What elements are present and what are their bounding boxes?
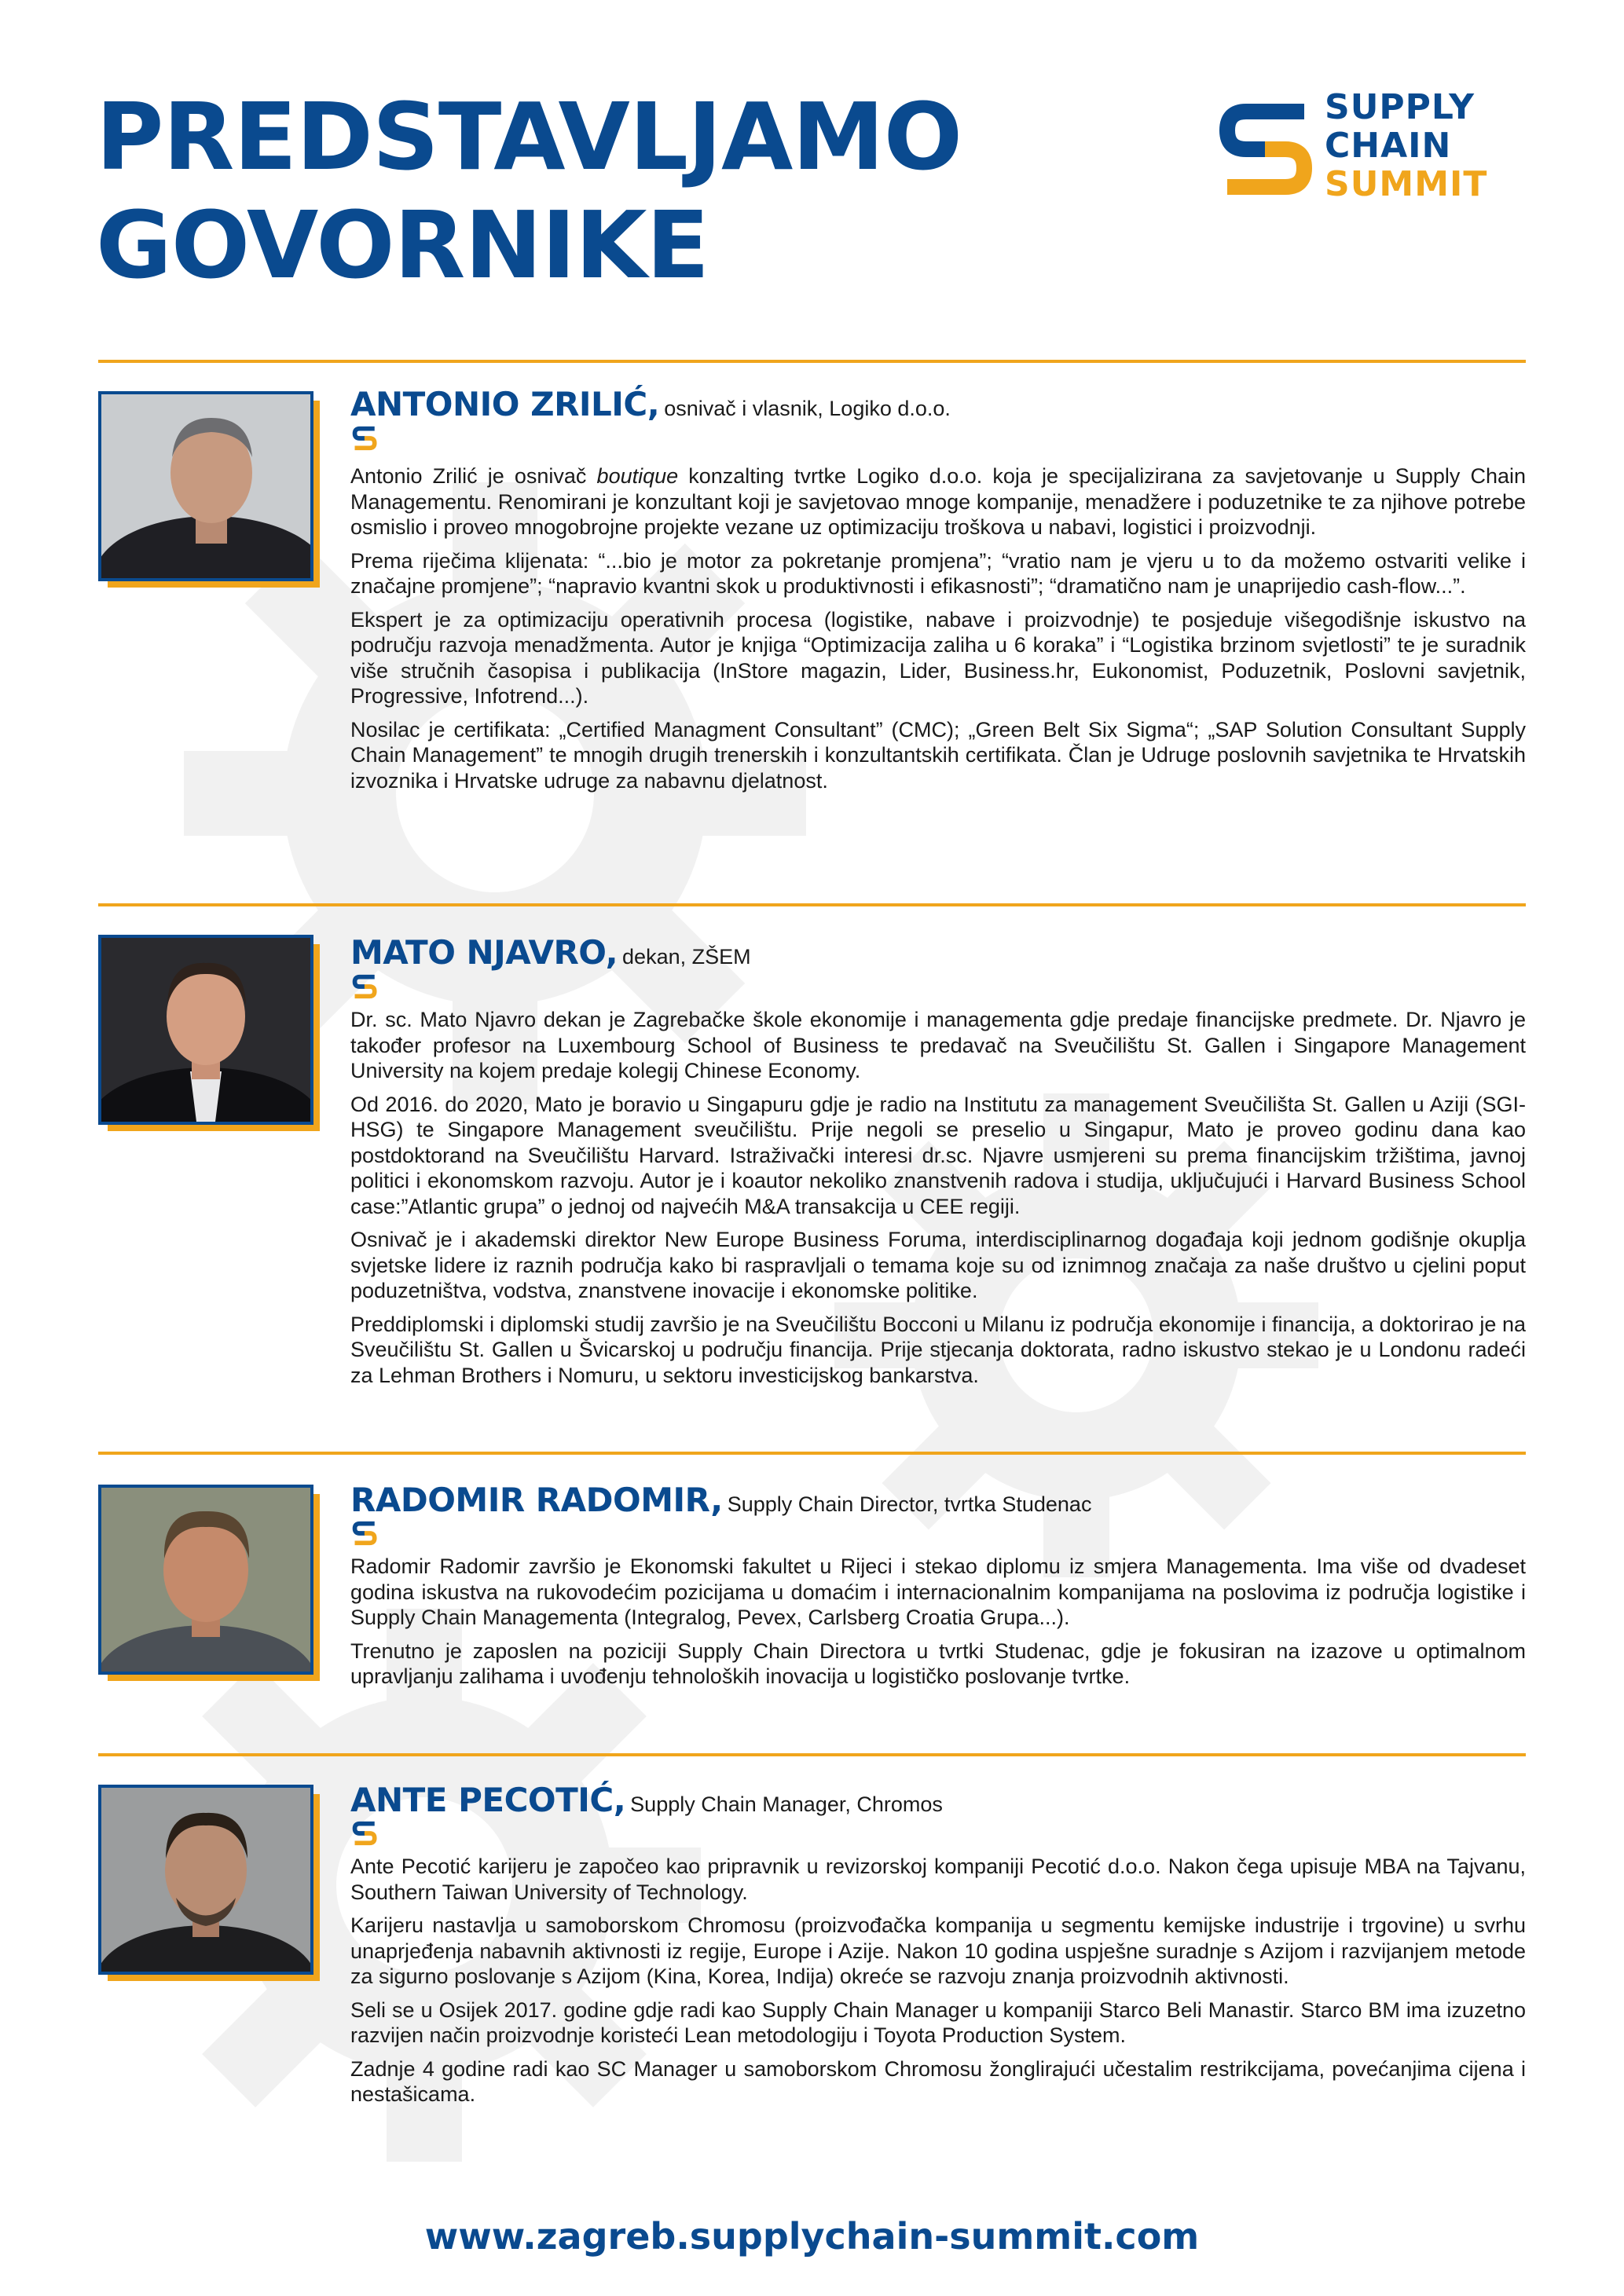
supply-chain-summit-mark-icon (1216, 94, 1314, 204)
section-divider (98, 1753, 1526, 1756)
page-title (96, 82, 962, 299)
speaker-heading (350, 385, 951, 423)
logo-text-summit: SUMMIT (1325, 164, 1488, 204)
speaker-bio (350, 1007, 1526, 1396)
page-title-line-2: GOVORNIKE (96, 191, 709, 299)
bio-paragraph: Prema riječima klijenata: “...bio je motor za pokretanje promjena”; “vratio nam je vjeru u to da možemo ostvariti velike i značajne promjene”; “napravio kvantni skok u produktivnosti i efikasnosti”; “dramatično nam je unaprijedio cash-flow...”. (350, 548, 1526, 598)
bio-paragraph: Dr. sc. Mato Njavro dekan je Zagrebačke škole ekonomije i managementa gdje predaje financijske predmete. Dr. Njavro je također profesor na Luxembourg School of Business te predavač na Sveučilištu St. Gallen i Singapore Management University na kojem predaje kolegij Chinese Economy. (350, 1008, 1526, 1082)
speaker-photo (98, 391, 313, 581)
page-title-line-1: PREDSTAVLJAMO (96, 82, 962, 191)
logo-text-supply: SUPPLY (1325, 87, 1475, 127)
speaker-role: Supply Chain Manager, Chromos (630, 1792, 943, 1816)
bio-paragraph: Karijeru nastavlja u samoborskom Chromosu (proizvođačka kompanija u segmentu kemijske industrije i trgovine) u svrhu unaprjeđenja nabavnih aktivnosti iz regije, Europe i Azije. Nakon 10 godina uspješne suradnje s Azijom i razvijanjem metode za sigurno poslovanje s Azijom (Kina, Korea, Indija) okreće se razvoju znanja proizvodnih aktivnosti. (350, 1913, 1526, 1988)
speaker-name: MATO NJAVRO, (350, 933, 618, 972)
logo-text-chain: CHAIN (1325, 126, 1452, 166)
speaker-photo (98, 1485, 313, 1675)
bio-text: Antonio Zrilić je osnivač (350, 464, 597, 488)
bio-paragraph: Zadnje 4 godine radi kao SC Manager u samoborskom Chromosu žonglirajući učestalim restrikcijama, povećanjima cijena i nestašicama. (350, 2056, 1526, 2106)
bio-paragraph: Ekspert je za optimizaciju operativnih procesa (logistike, nabave i proizvodnje) te posjeduje višegodišnje iskustvo na području razvoja menadžmenta. Autor je knjiga “Optimizacija zaliha u 6 koraka” i “Logistika brzinom svjetlosti” te je suradnik više stručnih časopisa i publikacija (InStore magazin, Lider, Business.hr, Eukonomist, Poduzetnik, Poslovni savjetnik, Progressive, Infotrend...). (350, 607, 1526, 708)
section-divider (98, 903, 1526, 906)
speaker-role: dekan, ZŠEM (622, 945, 751, 969)
speaker-bio (350, 463, 1526, 801)
supply-chain-summit-mark-icon (350, 1519, 379, 1547)
supply-chain-summit-mark-icon (350, 424, 379, 452)
speaker-name: RADOMIR RADOMIR, (350, 1481, 723, 1519)
speaker-heading (350, 1781, 943, 1819)
bio-text-italic: boutique (596, 464, 679, 488)
speaker-photo-frame (98, 391, 320, 588)
section-divider (98, 1452, 1526, 1455)
speaker-photo (98, 1785, 313, 1975)
bio-paragraph: Ante Pecotić karijeru je započeo kao pripravnik u revizorskoj kompaniji Pecotić d.o.o. Nakon čega upisuje MBA na Tajvanu, Southern Taiwan University of Technology. (350, 1855, 1526, 1904)
speaker-photo-frame (98, 1785, 320, 1981)
bio-paragraph (350, 463, 1526, 540)
supply-chain-summit-logo (1216, 88, 1527, 214)
bio-paragraph: Radomir Radomir završio je Ekonomski fakultet u Rijeci i stekao diplomu iz smjera Managementa. Ima više od dvadeset godina iskustva na rukovodećim pozicijama u domaćim i internacionalnim kompanijama na poslovima iz područja logistike i Supply Chain Managementa (Integralog, Pevex, Carlsberg Croatia Grupa...). (350, 1554, 1526, 1629)
bio-paragraph: Trenutno je zaposlen na poziciji Supply Chain Directora u tvrtki Studenac, gdje je fokusiran na izazove u optimalnom upravljanju zalihama i uvođenju tehnoloških inovacija u logističko poslovanje tvrtke. (350, 1639, 1526, 1688)
bio-paragraph: Seli se u Osijek 2017. godine gdje radi kao Supply Chain Manager u kompaniji Starco Beli Manastir. Starco BM ima izuzetno razvijen način proizvodnje koristeći Lean metodologiju i Toyota Production System. (350, 1998, 1526, 2047)
supply-chain-summit-mark-icon (350, 972, 379, 1001)
speaker-role: Supply Chain Director, tvrtka Studenac (727, 1492, 1092, 1516)
section-divider (98, 360, 1526, 363)
bio-paragraph: Od 2016. do 2020, Mato je boravio u Singapuru gdje je radio na Institutu za management Sveučilišta St. Gallen u Aziji (SGI-HSG) te Singapore Management sveučilištu. Prije negoli se preselio u Singapur, Mato je proveo godinu dana kao postdoktorand na Sveučilištu Harvard. Istraživački interesi dr.sc. Njavre usmjereni su prema financijskim tržištima, javnoj politici i ekonomskom razvoju. Autor je i koautor nekoliko znanstvenih radova i studija, uključujući i Harvard Business School case:”Atlantic grupa” o jednoj od najvećih M&A transakcija u CEE regiji. (350, 1092, 1526, 1218)
speaker-role: osnivač i vlasnik, Logiko d.o.o. (664, 397, 951, 420)
bio-text: konzalting tvrtke Logiko d.o.o. koja je specijalizirana za savjetovanje u Supply Chain Managementu. Renomirani je konzultant koji je savjetovao mnoge kompanije, menadžere i poduzetnike te za njihove potrebe osmislio i proveo mnogobrojne projekte vezane uz optimizaciju troškova u nabavi, logistici i proizvodnji. (350, 464, 1526, 539)
speaker-bio (350, 1554, 1526, 1697)
speaker-name: ANTONIO ZRILIĆ, (350, 385, 660, 423)
bio-paragraph: Osnivač je i akademski direktor New Europe Business Foruma, interdisciplinarnog događaja koji jednom godišnje okuplja svjetske lidere iz raznih područja kako bi raspravljali o temama koje su od iznimnog značaja za naše društvo u cjelini poput poduzetništva, vodstva, znanstvene inovacije i ekonomske politike. (350, 1228, 1526, 1302)
speaker-photo-frame (98, 1485, 320, 1681)
speaker-photo-frame (98, 935, 320, 1131)
speaker-heading (350, 1481, 1091, 1519)
speaker-heading (350, 933, 751, 972)
speaker-photo (98, 935, 313, 1125)
website-url-link[interactable]: www.zagreb.supplychain-summit.com (424, 2215, 1200, 2258)
bio-paragraph: Preddiplomski i diplomski studij završio je na Sveučilištu Bocconi u Milanu iz područja ekonomije i financija, a doktorirao je na Sveučilištu St. Gallen u Švicarskoj u području financija. Prije stjecanja doktorata, radno iskustvo stekao je u Londonu radeći za Lehman Brothers i Nomuru, u sektoru investicijskog bankarstva. (350, 1312, 1526, 1387)
speaker-name: ANTE PECOTIĆ, (350, 1781, 626, 1819)
bio-paragraph: Nosilac je certifikata: „Certified Managment Consultant” (CMC); „Green Belt Six Sigma“; „SAP Solution Consultant Supply Chain Management” te mnogih drugih trenerskih i konzultantskih certifikata. Član je Udruge poslovnih savjetnika te Hrvatskih izvoznika i Hrvatske udruge za nabavnu djelatnost. (350, 717, 1526, 793)
speaker-bio (350, 1854, 1526, 2115)
supply-chain-summit-mark-icon (350, 1819, 379, 1847)
